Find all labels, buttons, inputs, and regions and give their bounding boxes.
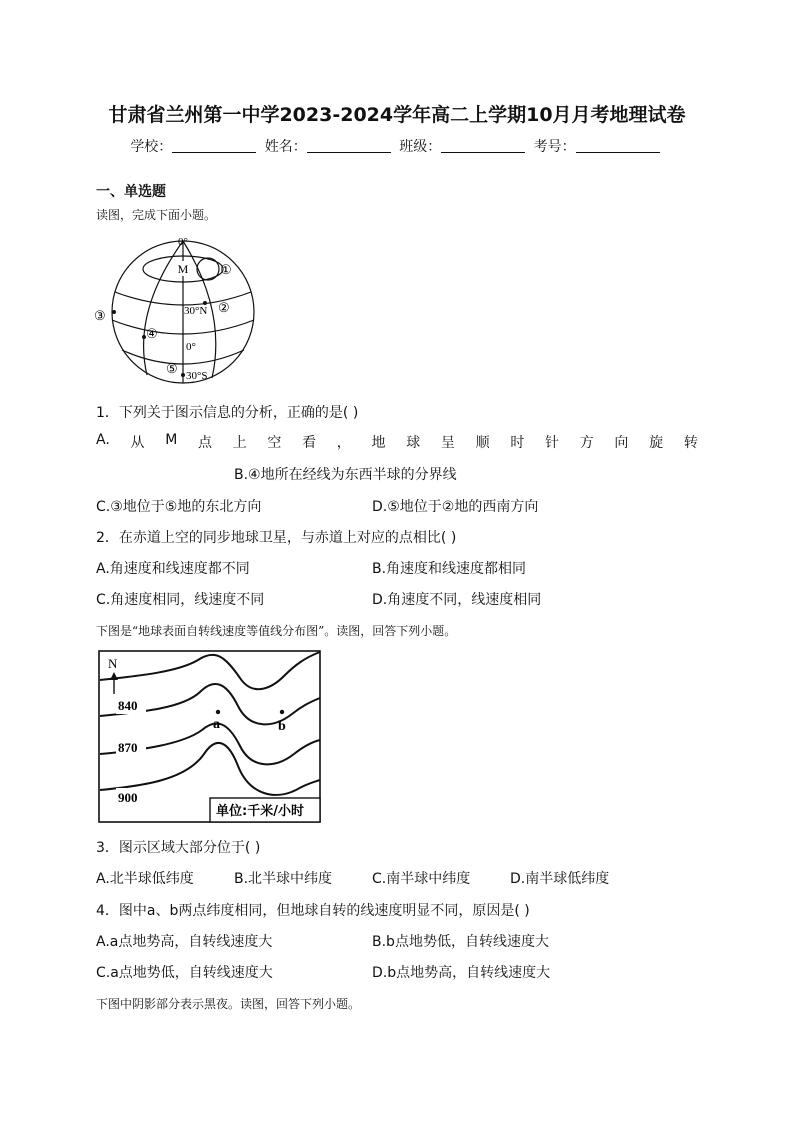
- intro-contour: 下图是“地球表面自转线速度等值线分布图”。读图，回答下列小题。: [96, 624, 457, 638]
- name-blank[interactable]: [307, 139, 391, 153]
- circle-1: [197, 258, 219, 280]
- contour-figure: [98, 650, 322, 824]
- label-equator: 0°: [186, 341, 196, 353]
- q1-option-a-char: 转: [683, 435, 698, 451]
- label-circle-3: ③: [94, 308, 106, 323]
- intro-night: 下图中阴影部分表示黑夜。读图，回答下列小题。: [96, 997, 361, 1011]
- q1-option-a-char: 上: [232, 435, 247, 451]
- q1-option-a-char: 呈: [440, 435, 455, 451]
- q1-option-a-char: 针: [545, 435, 560, 451]
- q1-option-b[interactable]: B.④地所在经线为东西半球的分界线: [234, 467, 457, 483]
- q1-option-a-char: ，: [336, 435, 351, 451]
- contour-label-900: 900: [118, 790, 138, 805]
- q1-option-c[interactable]: C.③地位于⑤地的东北方向: [96, 499, 262, 515]
- point-a-label: a: [213, 717, 220, 732]
- q3-option-c[interactable]: C.南半球中纬度: [372, 871, 471, 887]
- label-circle-4: ④: [146, 326, 158, 341]
- point-b: [280, 710, 284, 714]
- north-label: N: [108, 656, 118, 671]
- q1-option-a-char: A.: [96, 432, 110, 448]
- label-circle-2: ②: [218, 300, 230, 315]
- unit-label: 单位:千米/小时: [216, 804, 304, 819]
- q2-option-d[interactable]: D.角速度不同，线速度相同: [372, 592, 542, 608]
- q4-option-b[interactable]: B.b点地势低，自转线速度大: [372, 934, 549, 950]
- label-circle-1: ①: [220, 262, 232, 277]
- q3-option-b[interactable]: B.北半球中纬度: [234, 871, 333, 887]
- q4-stem: 4．图中a、b两点纬度相同，但地球自转的线速度明显不同，原因是( ): [96, 903, 530, 919]
- q3-option-d[interactable]: D.南半球低纬度: [510, 871, 610, 887]
- point-3: [112, 310, 116, 314]
- school-label: 学校：: [130, 139, 173, 155]
- class-label: 班级：: [399, 139, 442, 155]
- contour-label-840: 840: [118, 698, 138, 713]
- q1-option-a-char: 方: [579, 435, 594, 451]
- q1-option-a-char: 地: [371, 435, 386, 451]
- q1-option-a[interactable]: [96, 432, 698, 452]
- q4-option-d[interactable]: D.b点地势高，自转线速度大: [372, 965, 551, 981]
- label-0deg: 0°: [178, 236, 188, 248]
- q1-option-a-char: 空: [267, 435, 282, 451]
- q1-stem: 1．下列关于图示信息的分析，正确的是( ): [96, 405, 359, 421]
- q1-option-a-char: M: [165, 432, 178, 448]
- number-label: 考号：: [533, 139, 576, 155]
- q3-option-a[interactable]: A.北半球低纬度: [96, 871, 194, 887]
- q1-option-a-char: 从: [130, 435, 145, 451]
- intro-globe: 读图，完成下面小题。: [96, 208, 217, 222]
- number-blank[interactable]: [576, 139, 660, 153]
- q1-option-a-char: 球: [406, 435, 421, 451]
- contour-label-870: 870: [118, 740, 138, 755]
- school-blank[interactable]: [172, 139, 256, 153]
- q1-option-d[interactable]: D.⑤地位于②地的西南方向: [372, 499, 539, 515]
- q1-option-a-char: 顺: [475, 435, 490, 451]
- point-a: [216, 710, 220, 714]
- exam-title: 甘肃省兰州第一中学2023-2024学年高二上学期10月月考地理试卷: [108, 104, 686, 126]
- student-info-line: [0, 136, 794, 156]
- q4-option-a[interactable]: A.a点地势高，自转线速度大: [96, 934, 273, 950]
- class-blank[interactable]: [441, 139, 525, 153]
- label-circle-5: ⑤: [166, 361, 178, 376]
- q4-option-c[interactable]: C.a点地势低，自转线速度大: [96, 965, 273, 981]
- label-M: M: [177, 262, 189, 276]
- q1-option-a-char: 看: [302, 435, 317, 451]
- label-30S: 30°S: [186, 370, 208, 382]
- q1-option-a-char: 点: [197, 435, 212, 451]
- q2-option-c[interactable]: C.角速度相同，线速度不同: [96, 592, 265, 608]
- name-label: 姓名：: [264, 139, 307, 155]
- q3-stem: 3．图示区域大部分位于( ): [96, 840, 261, 856]
- q2-option-a[interactable]: A.角速度和线速度都不同: [96, 561, 250, 577]
- q2-stem: 2．在赤道上空的同步地球卫星，与赤道上对应的点相比( ): [96, 530, 457, 546]
- q1-option-a-char: 旋: [649, 435, 664, 451]
- q1-option-a-char: 时: [510, 435, 525, 451]
- point-5: [181, 373, 185, 377]
- q2-option-b[interactable]: B.角速度和线速度都相同: [372, 561, 527, 577]
- point-b-label: b: [278, 719, 286, 734]
- globe-figure: [92, 232, 262, 392]
- label-30N: 30°N: [184, 305, 208, 317]
- q1-option-a-char: 向: [614, 435, 629, 451]
- section-title: 一、单选题: [96, 184, 166, 200]
